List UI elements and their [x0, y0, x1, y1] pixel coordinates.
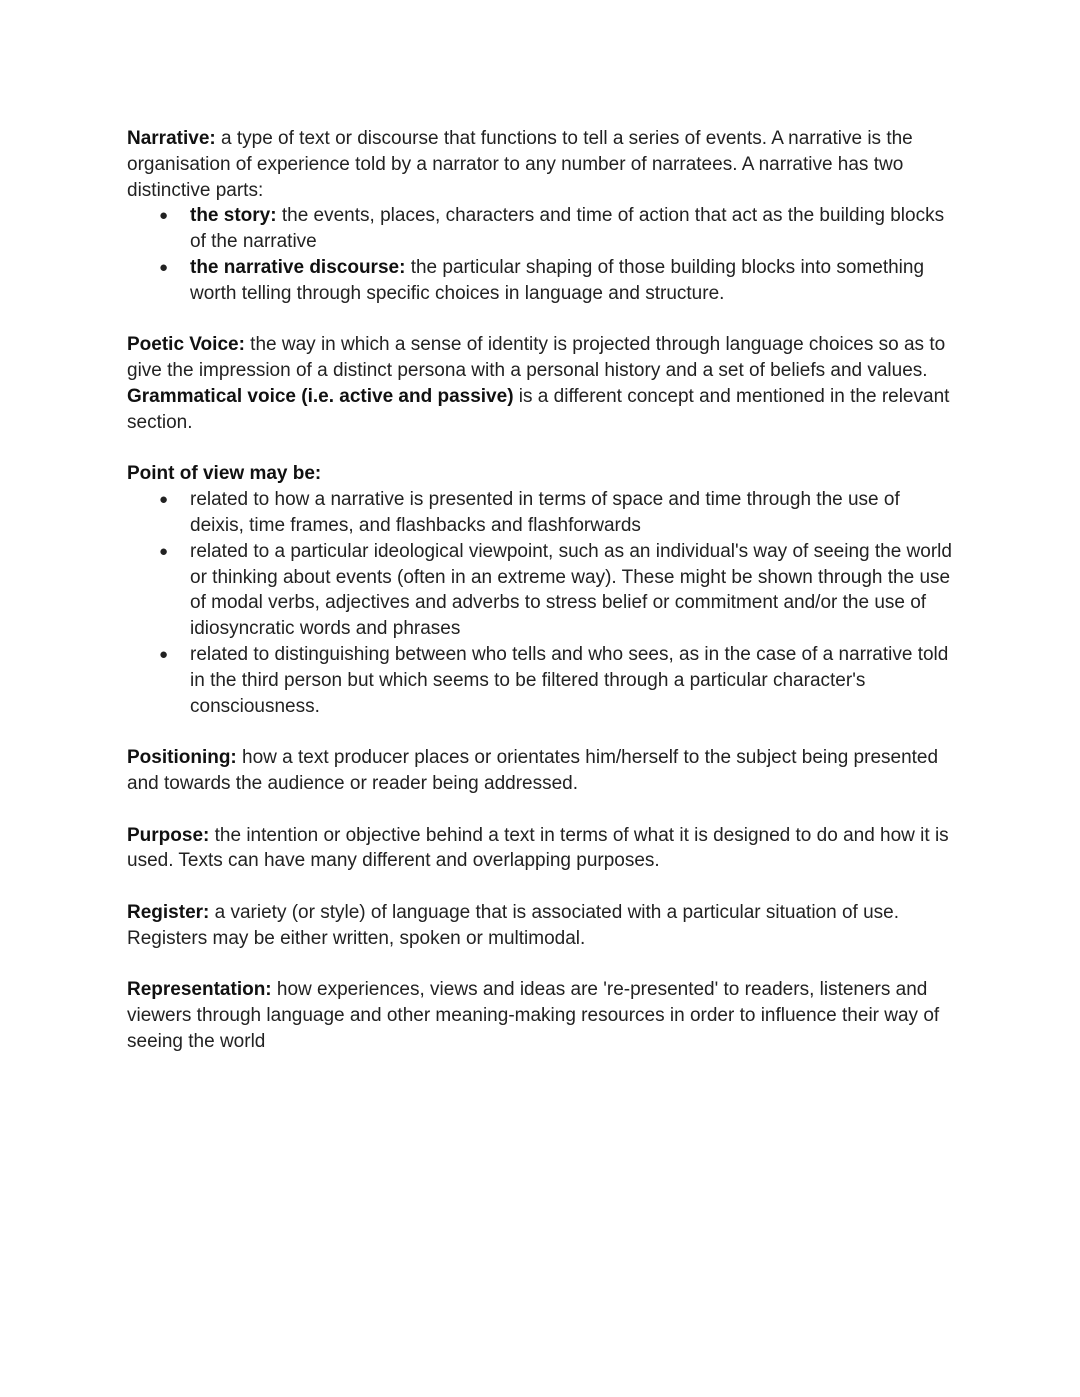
- bullet-icon: ●: [159, 542, 169, 560]
- document-page: [127, 126, 957, 1080]
- positioning-definition: [127, 745, 957, 797]
- point-of-view-item-text: related to distinguishing between who tells and who sees, as in the case of a narrative told in the third person but which seems to be filtered through a particular character's consciousness.: [190, 643, 949, 717]
- list-item: [127, 539, 957, 642]
- representation-term: Representation:: [127, 979, 272, 1001]
- narrative-section: [127, 126, 957, 307]
- narrative-parts-list: [127, 203, 957, 306]
- list-item: [127, 203, 957, 255]
- positioning-section: [127, 745, 957, 797]
- bullet-icon: ●: [159, 207, 169, 225]
- purpose-definition: [127, 823, 957, 875]
- bullet-icon: ●: [159, 258, 169, 276]
- representation-text: how experiences, views and ideas are 're-presented' to readers, listeners and viewers through language and other meaning-making resources in order to influence their way of seeing the world: [127, 979, 940, 1052]
- poetic-voice-rest: is a different concept and mentioned in the relevant section.: [127, 385, 950, 433]
- grammatical-voice-term: Grammatical voice (i.e. active and passive): [127, 385, 514, 407]
- point-of-view-heading: [127, 461, 957, 487]
- bullet-icon: ●: [159, 645, 169, 663]
- narrative-definition: [127, 126, 957, 203]
- register-term: Register:: [127, 901, 210, 923]
- purpose-section: [127, 823, 957, 875]
- point-of-view-term: Point of view may be:: [127, 463, 322, 485]
- list-item: [127, 255, 957, 307]
- representation-definition: [127, 977, 957, 1054]
- register-definition: [127, 900, 957, 952]
- story-text: the events, places, characters and time of action that act as the building blocks of the narrative: [190, 205, 945, 253]
- point-of-view-section: [127, 461, 957, 719]
- point-of-view-list: [127, 487, 957, 719]
- list-item: [127, 642, 957, 719]
- purpose-text: the intention or objective behind a text in terms of what it is designed to do and how it is used. Texts can have many different and overlapping purposes.: [127, 824, 949, 872]
- poetic-voice-text: the way in which a sense of identity is projected through language choices so as to give the impression of a distinct persona with a personal history and a set of beliefs and values.: [127, 334, 946, 382]
- story-term: the story:: [190, 205, 277, 227]
- representation-section: [127, 977, 957, 1054]
- narrative-term: Narrative:: [127, 128, 216, 149]
- purpose-term: Purpose:: [127, 824, 210, 846]
- register-section: [127, 900, 957, 952]
- narrative-discourse-text: the particular shaping of those building blocks into something worth telling through specific choices in language and structure.: [190, 256, 925, 304]
- narrative-definition-text: a type of text or discourse that functions to tell a series of events. A narrative is the organisation of experience told by a narrator to any number of narratees. A narrative has two distinctive parts:: [127, 128, 913, 201]
- point-of-view-item-text: related to how a narrative is presented in terms of space and time through the use of deixis, time frames, and flashbacks and flashforwards: [190, 489, 900, 536]
- poetic-voice-term: Poetic Voice:: [127, 334, 245, 356]
- narrative-discourse-term: the narrative discourse:: [190, 256, 406, 278]
- positioning-text: how a text producer places or orientates him/herself to the subject being presented and towards the audience or reader being addressed.: [127, 747, 939, 794]
- positioning-term: Positioning:: [127, 747, 237, 769]
- point-of-view-item-text: related to a particular ideological viewpoint, such as an individual's way of seeing the world or thinking about events (often in an extreme way). These might be shown through the use of modal verbs, adjectives and adverbs to stress belief or commitment and/or the use of idiosyncratic words and phrases: [190, 540, 952, 640]
- poetic-voice-section: [127, 332, 957, 435]
- poetic-voice-definition: [127, 332, 957, 435]
- bullet-icon: ●: [159, 491, 169, 509]
- register-text: a variety (or style) of language that is associated with a particular situation of use. Registers may be either written, spoken or multimodal.: [127, 901, 899, 949]
- list-item: [127, 487, 957, 539]
